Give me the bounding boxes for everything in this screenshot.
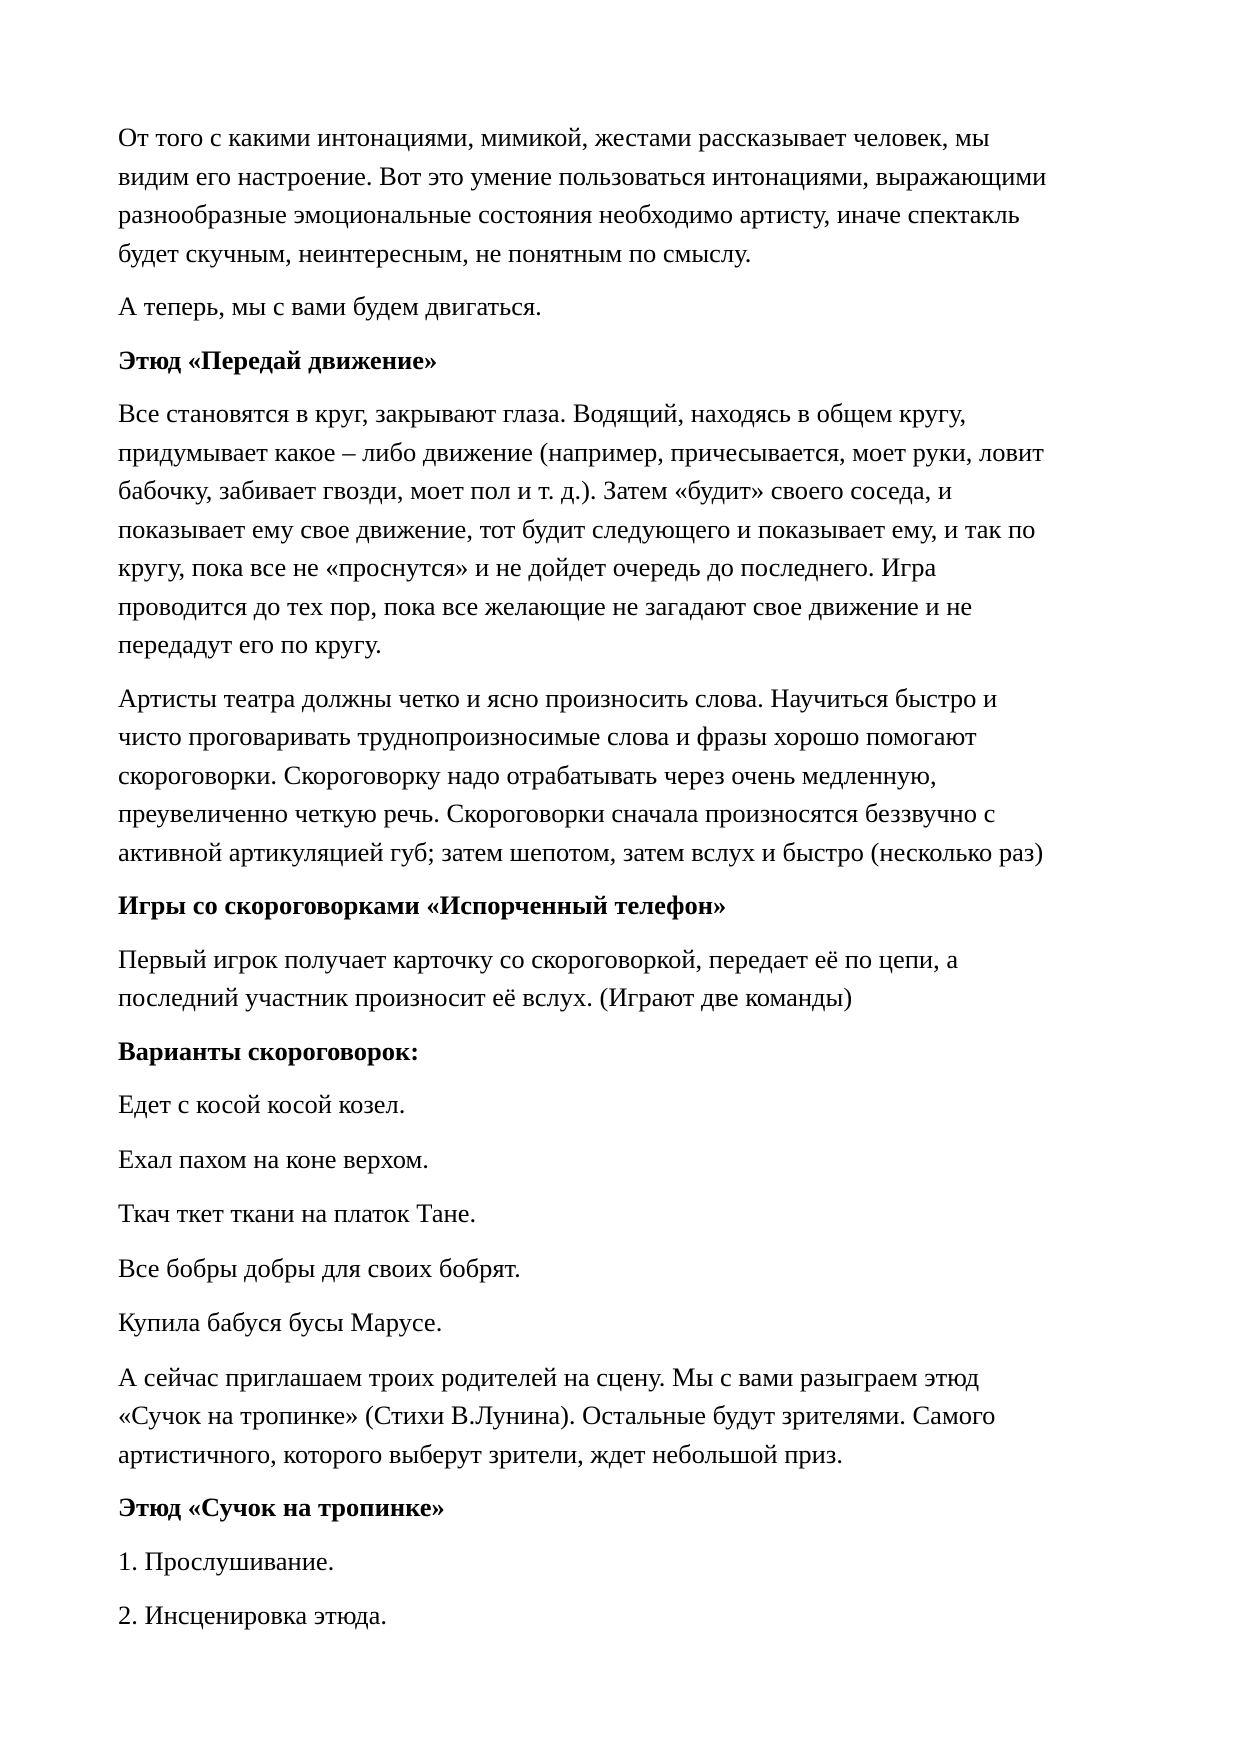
tongue-twister-item — [118, 1140, 1158, 1179]
heading-text: Игры со скороговорками «Испорченный телефон» — [118, 890, 727, 920]
text-line: разнообразные эмоциональные состояния необходимо артисту, иначе спектакль — [118, 199, 1020, 229]
heading-twig-on-path — [118, 1488, 1158, 1527]
text-line: бабочку, забивает гвозди, моет пол и т. д.). Затем «будит» своего соседа, и — [118, 475, 953, 505]
step-item — [118, 1596, 1158, 1635]
tongue-twister-item — [118, 1085, 1158, 1124]
text-line: скороговорки. Скороговорку надо отрабатывать через очень медленную, — [118, 759, 937, 790]
heading-text: Этюд «Передай движение» — [118, 344, 438, 375]
step-item — [118, 1542, 1158, 1581]
paragraph-intonation — [118, 118, 1158, 272]
paragraph-broken-phone — [118, 940, 1158, 1017]
step-text: 1. Прослушивание. — [118, 1545, 335, 1576]
step-text: 2. Инсценировка этюда. — [118, 1600, 388, 1630]
tongue-twister-item — [118, 1249, 1158, 1288]
text-line: последний участник произносит её вслух. (Играют две команды) — [118, 982, 853, 1012]
text-line: А теперь, мы с вами будем двигаться. — [118, 291, 542, 321]
text-line: Первый игрок получает карточку со скороговоркой, передает её по цепи, а — [118, 943, 959, 974]
tongue-twister-item — [118, 1303, 1158, 1342]
text-line: показывает ему свое движение, тот будит следующего и показывает ему, и так по — [118, 513, 1036, 544]
paragraph-move — [118, 287, 1158, 326]
text-line: активной артикуляцией губ; затем шепотом, затем вслух и быстро (несколько раз) — [118, 836, 1044, 867]
text-line: чисто проговаривать труднопроизносимые слова и фразы хорошо помогают — [118, 721, 977, 751]
text-line: Артисты театра должны четко и ясно произносить слова. Научиться быстро и — [118, 682, 998, 713]
text-line: придумывает какое – либо движение (например, причесывается, моет руки, ловит — [118, 436, 1044, 467]
heading-pass-movement — [118, 341, 1158, 380]
text-line: видим его настроение. Вот это умение пользоваться интонациями, выражающими — [118, 160, 1047, 191]
heading-broken-phone — [118, 886, 1158, 925]
document-body — [118, 118, 1158, 1651]
text-line: «Сучок на тропинке» (Стихи В.Лунина). Остальные будут зрителями. Самого — [118, 1400, 996, 1430]
text-line: кругу, пока все не «проснутся» и не дойдет очередь до последнего. Игра — [118, 552, 937, 582]
heading-text: Этюд «Сучок на тропинке» — [118, 1492, 445, 1522]
heading-variants — [118, 1032, 1158, 1071]
paragraph-invite-parents — [118, 1358, 1158, 1474]
tongue-twister-text: Ткач ткет ткани на платок Тане. — [118, 1198, 477, 1228]
text-line: проводится до тех пор, пока все желающие не загадают свое движение и не — [118, 590, 973, 621]
tongue-twister-text: Едет с косой косой козел. — [118, 1089, 406, 1119]
text-line: преувеличенно четкую речь. Скороговорки сначала произносятся беззвучно с — [118, 798, 996, 828]
text-line: А сейчас приглашаем троих родителей на сцену. Мы с вами разыграем этюд — [118, 1361, 980, 1392]
text-line: будет скучным, неинтересным, не понятным по смыслу. — [118, 237, 752, 268]
text-line: От того с какими интонациями, мимикой, жестами рассказывает человек, мы — [118, 122, 990, 152]
tongue-twister-text: Ехал пахом на коне верхом. — [118, 1143, 429, 1174]
text-line: артистичного, которого выберут зрители, ждет небольшой приз. — [118, 1438, 843, 1469]
text-line: Все становятся в круг, закрывают глаза. Водящий, находясь в общем кругу, — [118, 398, 967, 428]
tongue-twister-item — [118, 1194, 1158, 1233]
tongue-twister-text: Купила бабуся бусы Марусе. — [118, 1307, 443, 1337]
heading-text: Варианты скороговорок: — [118, 1035, 420, 1066]
text-line: передадут его по кругу. — [118, 629, 382, 659]
tongue-twister-text: Все бобры добры для своих бобрят. — [118, 1252, 521, 1283]
paragraph-circle-game — [118, 394, 1158, 664]
paragraph-diction — [118, 679, 1158, 872]
